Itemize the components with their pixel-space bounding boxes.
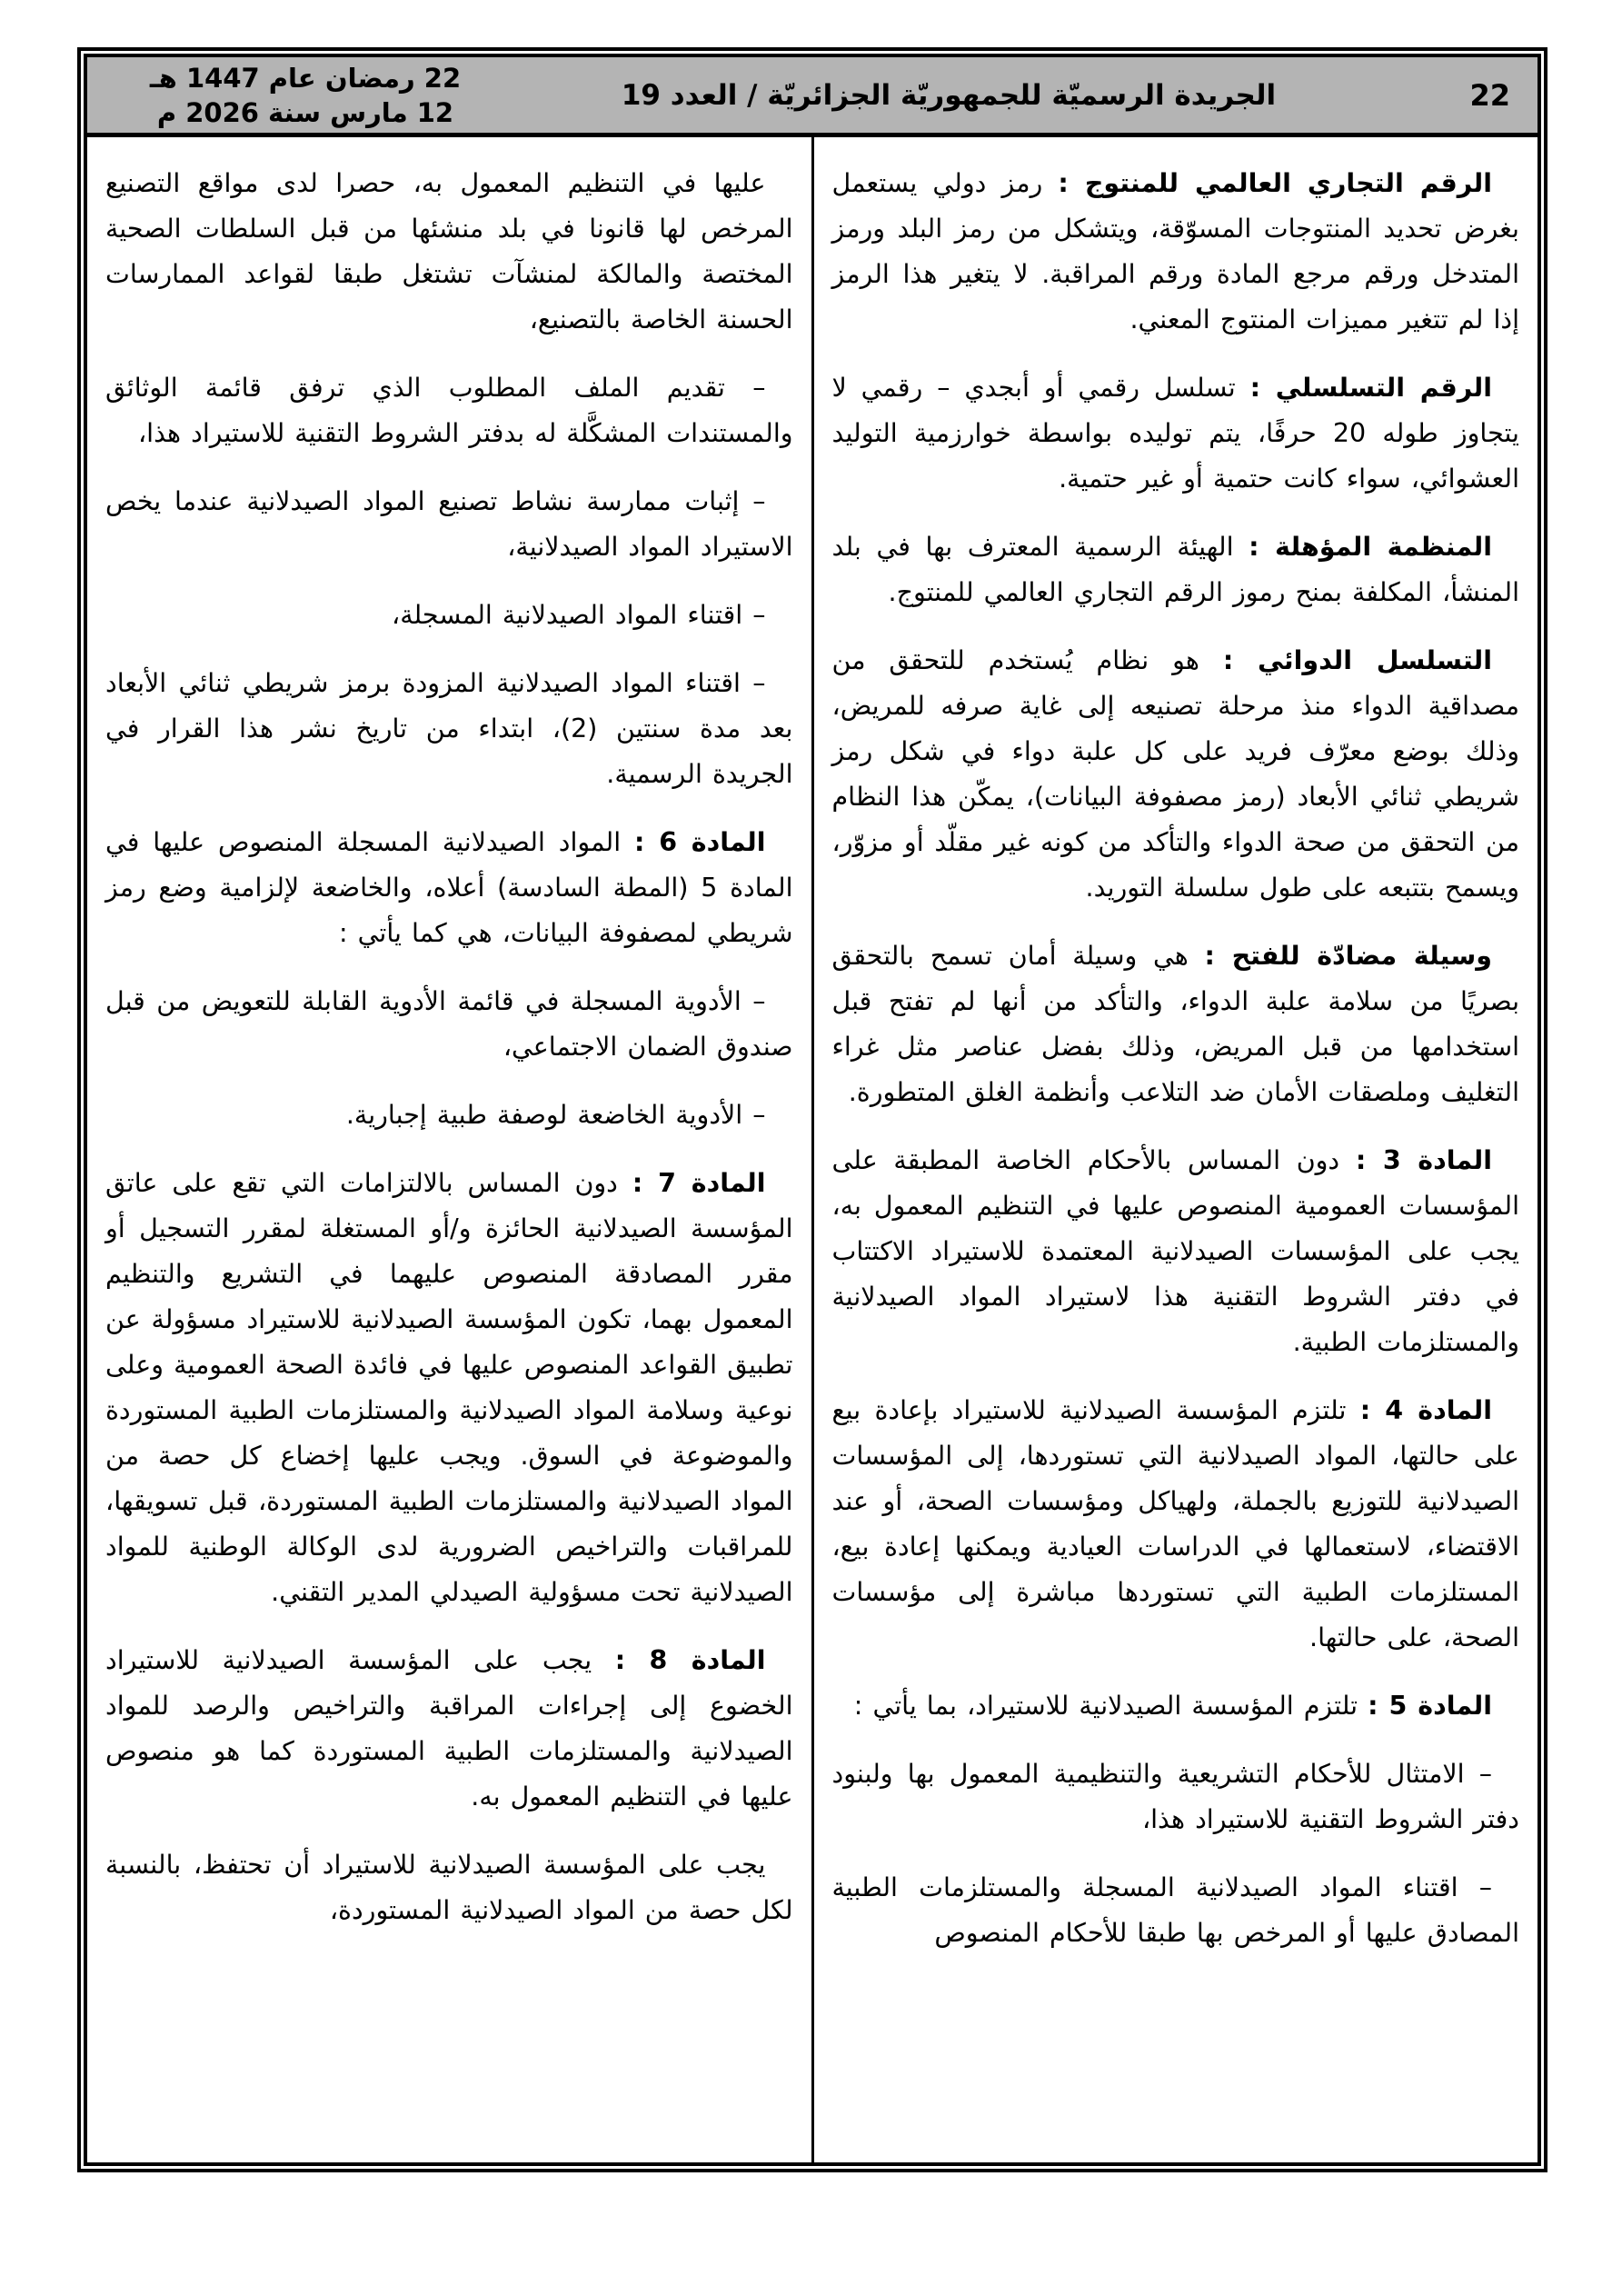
paragraph-text: يجب على المؤسسة الصيدلانية للاستيراد الخضوع إلى إجراءات المراقبة والتراخيص والرصد للمواد الصيدلانية والمستلزمات الطبية المستوردة كما هو منصوص عليها في التنظيم المعمول به.: [105, 1645, 793, 1812]
paragraph-text: رمز دولي يستعمل بغرض تحديد المنتوجات المسوّقة، ويتشكل من رمز البلد ورمز المتدخل ورقم مرجع المادة ورقم المراقبة. لا يتغير هذا الرمز إذا لم تتغير مميزات المنتوج المعني.: [831, 168, 1519, 334]
list-item: [832, 1865, 1520, 1956]
paragraph-text: تسلسل رقمي أو أبجدي – رقمي لا يتجاوز طوله 20 حرفًا، يتم توليده بواسطة خوارزمية التوليد العشوائي، سواء كانت حتمية أو غير حتمية.: [831, 373, 1519, 494]
paragraph-text: – الأدوية الخاضعة لوصفة طبية إجبارية.: [345, 1100, 766, 1130]
paragraph: [832, 161, 1520, 343]
date-block: [114, 61, 496, 130]
hijri-date: 22 رمضان عام 1447 هـ: [149, 62, 462, 94]
paragraph: [832, 1388, 1520, 1661]
paragraph-text: – اقتناء المواد الصيدلانية المسجلة،: [392, 600, 766, 630]
column-left: [87, 137, 811, 2162]
paragraph: [105, 820, 793, 956]
list-item: [832, 1752, 1520, 1842]
paragraph: [105, 161, 793, 343]
paragraph-text: – الأدوية المسجلة في قائمة الأدوية القابلة للتعويض من قبل صندوق الضمان الاجتماعي،: [105, 986, 793, 1062]
paragraph-lead: المادة 6 :: [634, 827, 766, 857]
paragraph-text: تلتزم المؤسسة الصيدلانية للاستيراد بإعادة بيع على حالتها، المواد الصيدلانية التي تستوردها، إلى المؤسسات الصيدلانية للتوزيع بالجملة، ولهياكل ومؤسسات الصحة، أو عند الاقتضاء، لاستعمالها في الدراسات العيادية ويمكنها إعادة بيع، المستلزمات الطبية التي تستوردها مباشرة إلى مؤسسات الصحة، على حالتها.: [831, 1395, 1519, 1652]
paragraph-text: – اقتناء المواد الصيدلانية المزودة برمز شريطي ثنائي الأبعاد بعد مدة سنتين (2)، ابتداء من تاريخ نشر هذا القرار في الجريدة الرسمية.: [105, 668, 793, 789]
paragraph-lead: المنظمة المؤهلة :: [1249, 532, 1493, 562]
column-divider: [811, 137, 814, 2162]
paragraph: [105, 1842, 793, 1933]
paragraph: [832, 524, 1520, 615]
journal-title: الجريدة الرسميّة للجمهوريّة الجزائريّة / العدد 19: [621, 78, 1277, 112]
list-item: [105, 979, 793, 1070]
paragraph-text: دون المساس بالأحكام الخاصة المطبقة على المؤسسات العمومية المنصوص عليها في التنظيم المعمول به، يجب على المؤسسات الصيدلانية المعتمدة للاستيراد الاكتتاب في دفتر الشروط التقنية هذا لاستيراد المواد الصيدلانية والمستلزمات الطبية.: [831, 1145, 1519, 1357]
paragraph-lead: وسيلة مضادّة للفتح :: [1204, 941, 1492, 971]
paragraph-text: – اقتناء المواد الصيدلانية المسجلة والمستلزمات الطبية المصادق عليها أو المرخص بها طبقا للأحكام المنصوص: [831, 1872, 1519, 1948]
paragraph-text: هي وسيلة أمان تسمح بالتحقق بصريًا من سلامة علبة الدواء، والتأكد من أنها لم تفتح قبل استخدامها من قبل المريض، وذلك بفضل عناصر مثل غراء التغليف وملصقات الأمان ضد التلاعب وأنظمة الغلق المتطورة.: [831, 941, 1519, 1107]
paragraph: [832, 365, 1520, 502]
paragraph-lead: المادة 8 :: [614, 1645, 766, 1675]
paragraph-text: – تقديم الملف المطلوب الذي ترفق قائمة الوثائق والمستندات المشكَّلة له بدفتر الشروط التقنية للاستيراد هذا،: [105, 373, 793, 448]
gregorian-date: 12 مارس سنة 2026 م: [156, 96, 454, 128]
paragraph: [832, 638, 1520, 911]
paragraph-text: هو نظام يُستخدم للتحقق من مصداقية الدواء منذ مرحلة تصنيعه إلى غاية صرفه للمريض، وذلك بوضع معرّف فريد على كل علبة دواء في شكل رمز شريطي ثنائي الأبعاد (رمز مصفوفة البيانات)، يمكّن هذا النظام من التحقق من صحة الدواء والتأكد من كونه غير مقلّد أو مزوّر، ويسمح بتتبعه على طول سلسلة التوريد.: [831, 645, 1519, 903]
paragraph-text: – إثبات ممارسة نشاط تصنيع المواد الصيدلانية عندما يخص الاستيراد المواد الصيدلانية،: [105, 486, 793, 562]
paragraph-text: – الامتثال للأحكام التشريعية والتنظيمية المعمول بها ولبنود دفتر الشروط التقنية للاستيراد هذا،: [831, 1759, 1519, 1834]
page-frame: [77, 47, 1547, 2172]
list-item: [105, 1093, 793, 1138]
list-item: [105, 479, 793, 570]
paragraph-lead: المادة 5 :: [1368, 1691, 1492, 1721]
paragraph-text: الهيئة الرسمية المعترف بها في بلد المنشأ، المكلفة بمنح رموز الرقم التجاري العالمي للمنتوج.: [831, 532, 1519, 607]
paragraph-lead: المادة 7 :: [632, 1168, 766, 1198]
paragraph: [105, 1638, 793, 1820]
paragraph: [105, 1161, 793, 1615]
list-item: [105, 593, 793, 638]
header-bar: [87, 57, 1537, 137]
paragraph: [832, 1683, 1520, 1729]
paragraph-lead: التسلسل الدوائي :: [1222, 645, 1492, 675]
paragraph: [832, 933, 1520, 1115]
paragraph-text: عليها في التنظيم المعمول به، حصرا لدى مواقع التصنيع المرخص لها قانونا في بلد منشئها من قبل السلطات الصحية المختصة والمالكة لمنشآت تشتغل طبقا لقواعد الممارسات الحسنة الخاصة بالتصنيع،: [105, 168, 793, 334]
column-right: [814, 137, 1538, 2162]
paragraph-lead: المادة 3 :: [1355, 1145, 1492, 1175]
paragraph-lead: الرقم التسلسلي :: [1249, 373, 1492, 403]
list-item: [105, 365, 793, 456]
page-number: 22: [1469, 77, 1510, 113]
paragraph-text: تلتزم المؤسسة الصيدلانية للاستيراد، بما يأتي :: [853, 1691, 1368, 1721]
list-item: [105, 661, 793, 797]
paragraph-lead: المادة 4 :: [1359, 1395, 1492, 1425]
paragraph-text: المواد الصيدلانية المسجلة المنصوص عليها في المادة 5 (المطة السادسة) أعلاه، والخاضعة لإلزامية وضع رمز شريطي لمصفوفة البيانات، هي كما يأتي :: [105, 827, 793, 948]
content-area: [87, 137, 1537, 2162]
paragraph: [832, 1138, 1520, 1365]
paragraph-text: يجب على المؤسسة الصيدلانية للاستيراد أن تحتفظ، بالنسبة لكل حصة من المواد الصيدلانية المستوردة،: [105, 1850, 793, 1925]
paragraph-lead: الرقم التجاري العالمي للمنتوج :: [1058, 168, 1493, 198]
paragraph-text: دون المساس بالالتزامات التي تقع على عاتق المؤسسة الصيدلانية الحائزة و/أو المستغلة لمقرر التسجيل أو مقرر المصادقة المنصوص عليهما في التشريع والتنظيم المعمول بهما، تكون المؤسسة الصيدلانية للاستيراد مسؤولة عن تطبيق القواعد المنصوص عليها في فائدة الصحة العمومية وعلى نوعية وسلامة المواد الصيدلانية والمستلزمات الطبية المستوردة والموضوعة في السوق. ويجب عليها إخضاع كل حصة من المواد الصيدلانية والمستلزمات الطبية المستوردة، قبل تسويقها، للمراقبات والتراخيص الضرورية لدى الوكالة الوطنية للمواد الصيدلانية تحت مسؤولية الصيدلي المدير التقني.: [105, 1168, 793, 1607]
